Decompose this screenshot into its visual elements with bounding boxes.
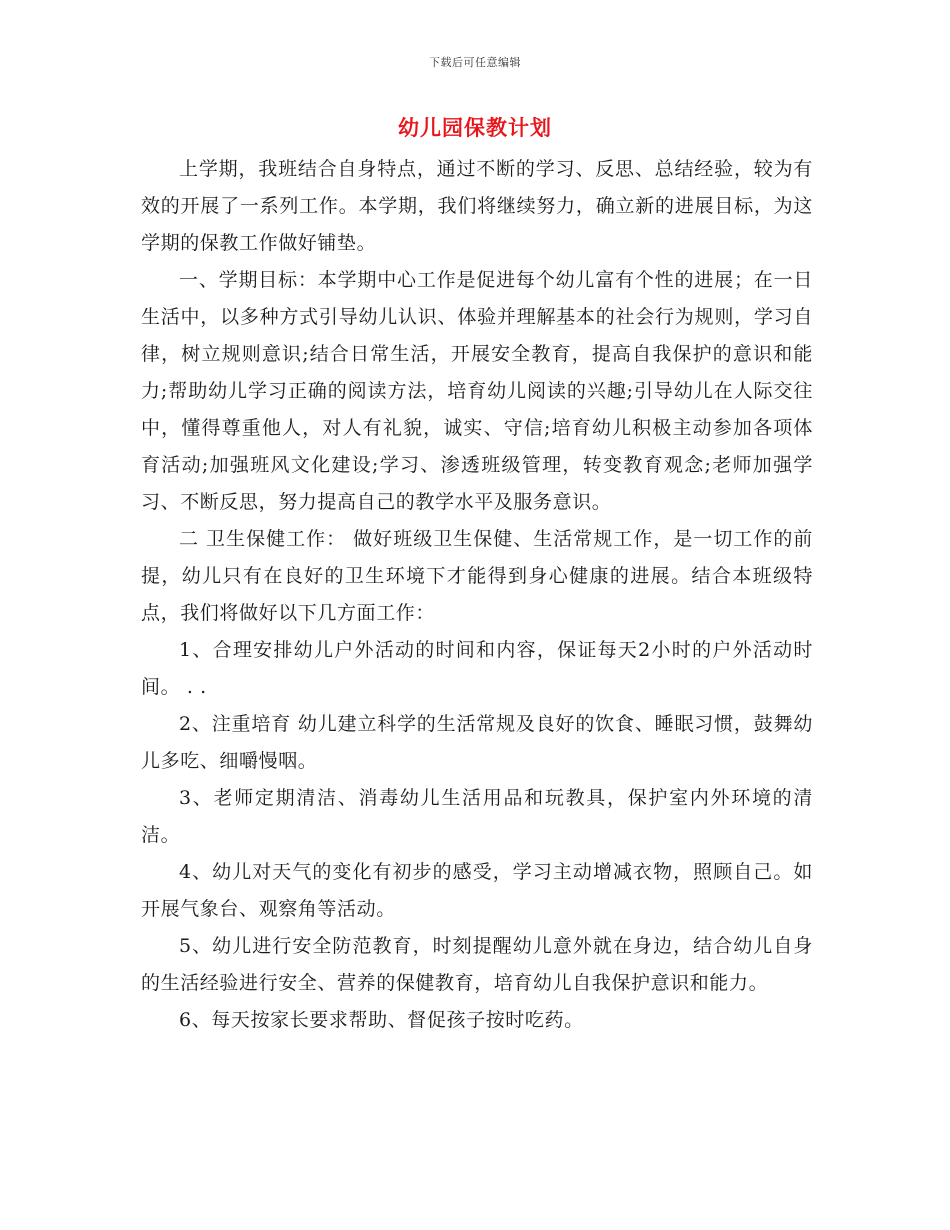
paragraph-item-6: 6、每天按家长要求帮助、督促孩子按时吃药。 bbox=[179, 1009, 584, 1031]
paragraph-item-5: 5、幼儿进行安全防范教育，时刻提醒幼儿意外就在身边，结合幼儿自身的生活经验进行安全、营养的保健教育，培育幼儿自我保护意识和能力。 bbox=[141, 935, 813, 994]
paragraph-item-3: 3、老师定期清洁、消毒幼儿生活用品和玩教具，保护室内外环境的清洁。 bbox=[141, 787, 813, 846]
paragraph-item-2: 2、注重培育 幼儿建立科学的生活常规及良好的饮食、睡眠习惯，鼓舞幼儿多吃、细嚼慢咽。 bbox=[141, 713, 813, 772]
paragraph-semester-goals: 一、学期目标：本学期中心工作是促进每个幼儿富有个性的进展；在一日生活中，以多种方式引导幼儿认识、体验并理解基本的社会行为规则，学习自律，树立规则意识;结合日常生活，开展安全教育，提高自我保护的意识和能力;帮助幼儿学习正确的阅读方法，培育幼儿阅读的兴趣;引导幼儿在人际交往中，懂得尊重他人，对人有礼貌，诚实、守信;培育幼儿积极主动参加各项体育活动;加强班风文化建设;学习、渗透班级管理，转变教育观念;老师加强学习、不断反思，努力提高自己的教学水平及服务意识。 bbox=[141, 269, 813, 513]
document-body bbox=[141, 151, 813, 1039]
header-note: 下载后可任意编辑 bbox=[429, 56, 521, 69]
paragraph-item-1: 1、合理安排幼儿户外活动的时间和内容，保证每天2小时的户外活动时间。 . . bbox=[141, 639, 813, 698]
paragraph-intro: 上学期，我班结合自身特点，通过不断的学习、反思、总结经验，较为有效的开展了一系列工作。本学期，我们将继续努力，确立新的进展目标，为这学期的保教工作做好铺垫。 bbox=[141, 158, 813, 254]
paragraph-item-4: 4、幼儿对天气的变化有初步的感受，学习主动增减衣物，照顾自己。如开展气象台、观察角等活动。 bbox=[141, 861, 813, 920]
document-title: 幼儿园保教计划 bbox=[398, 115, 552, 140]
paragraph-health-work: 二 卫生保健工作： 做好班级卫生保健、生活常规工作，是一切工作的前提，幼儿只有在良好的卫生环境下才能得到身心健康的进展。结合本班级特点，我们将做好以下几方面工作： bbox=[141, 528, 813, 624]
